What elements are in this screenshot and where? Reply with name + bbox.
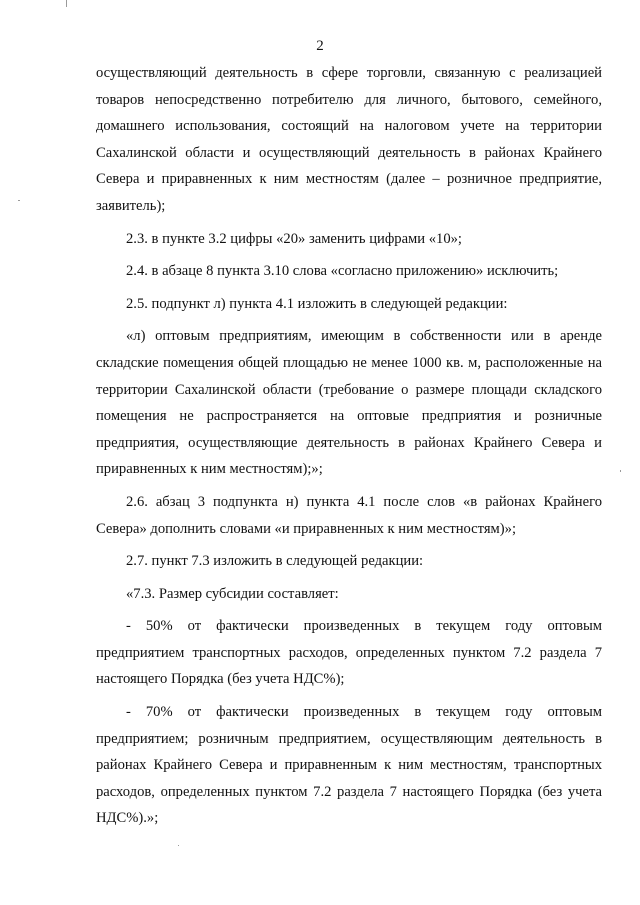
- paragraph-continuation: осуществляющий деятельность в сфере торговли, связанную с реализацией товаров непосредственно потребителю для личного, бытового, семейного, домашнего использования, состоящий на налоговом учете на территории Сахалинской области и осуществляющий деятельность в районах Крайнего Севера и приравненных к ним местностям (далее – розничное предприятие, заявитель);: [96, 65, 602, 214]
- paragraph-7-3: «7.3. Размер субсидии составляет:: [126, 585, 339, 602]
- paragraph-2-4: 2.4. в абзаце 8 пункта 3.10 слова «согласно приложению» исключить;: [126, 263, 559, 280]
- paragraph-subpoint-l: «л) оптовым предприятиям, имеющим в собственности или в аренде складские помещения общей площадью не менее 1000 кв. м, расположенные на территории Сахалинской области (требование о размере площади складского помещения не распространяется на оптовые предприятия и розничные предприятия, осуществляющие деятельность в районах Крайнего Севера и приравненных к ним местностям);»;: [96, 328, 602, 478]
- paragraph-70-percent: - 70% от фактически произведенных в текущем году оптовым предприятием; розничным предприятием, осуществляющим деятельность в районах Крайнего Севера и приравненным к ним местностям, транспортных расходов, определенных пунктом 7.2 раздела 7 настоящего Порядка (без учета НДС%).»;: [96, 704, 602, 827]
- scan-mark: [178, 845, 179, 846]
- document-body: [96, 60, 602, 832]
- scan-mark: [18, 200, 20, 201]
- scan-mark: [620, 470, 621, 472]
- paragraph-2-7: 2.7. пункт 7.3 изложить в следующей редакции:: [126, 553, 424, 570]
- paragraph-2-6: 2.6. абзац 3 подпункта н) пункта 4.1 после слов «в районах Крайнего Севера» дополнить словами «и приравненных к ним местностям)»;: [96, 493, 602, 537]
- paragraph-2-5: 2.5. подпункт л) пункта 4.1 изложить в следующей редакции:: [126, 295, 508, 312]
- paragraph-2-3: 2.3. в пункте 3.2 цифры «20» заменить цифрами «10»;: [126, 230, 462, 247]
- page-number: 2: [316, 38, 324, 54]
- paragraph-50-percent: - 50% от фактически произведенных в текущем году оптовым предприятием транспортных расходов, определенных пунктом 7.2 раздела 7 настоящего Порядка (без учета НДС%);: [96, 618, 602, 688]
- scan-mark: [66, 0, 67, 7]
